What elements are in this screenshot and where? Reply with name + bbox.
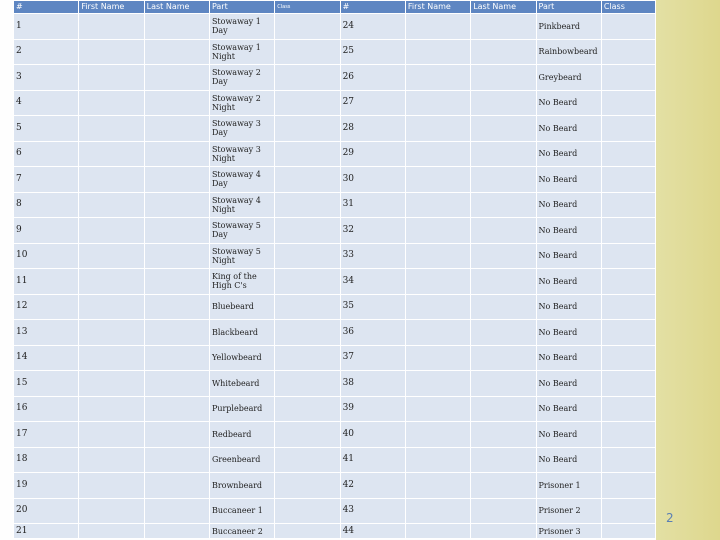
cell-number-right: 32: [341, 218, 405, 243]
cell-class-right: [602, 116, 655, 141]
cell-part-right: No Beard: [537, 397, 601, 422]
cell-class-right: [602, 422, 655, 447]
cell-first-name-left: [79, 422, 143, 447]
table-row: [14, 320, 655, 345]
cell-first-name-left: [79, 499, 143, 524]
cell-number-right: 40: [341, 422, 405, 447]
col-header-class-left: Class: [275, 1, 339, 13]
cell-last-name-right: [471, 346, 535, 371]
cell-last-name-right: [471, 65, 535, 90]
cell-last-name-right: [471, 320, 535, 345]
cell-first-name-left: [79, 65, 143, 90]
cell-last-name-left: [145, 91, 209, 116]
table-row: [14, 14, 655, 39]
cell-last-name-left: [145, 397, 209, 422]
cell-number-right: 39: [341, 397, 405, 422]
cell-class-left: [275, 397, 339, 422]
cell-last-name-left: [145, 40, 209, 65]
cell-first-name-left: [79, 218, 143, 243]
cell-last-name-left: [145, 116, 209, 141]
cell-last-name-right: [471, 91, 535, 116]
cell-part-left: Redbeard: [210, 422, 274, 447]
cell-last-name-right: [471, 422, 535, 447]
cell-first-name-right: [406, 14, 470, 39]
cell-number-right: 42: [341, 473, 405, 498]
cell-part-right: No Beard: [537, 116, 601, 141]
cell-last-name-left: [145, 524, 209, 538]
cell-part-right: No Beard: [537, 448, 601, 473]
cell-number-left: 11: [14, 269, 78, 294]
table-row: [14, 499, 655, 524]
cell-number-left: 3: [14, 65, 78, 90]
cell-part-right: No Beard: [537, 167, 601, 192]
cell-part-right: Prisoner 1: [537, 473, 601, 498]
cell-first-name-left: [79, 397, 143, 422]
cell-class-left: [275, 346, 339, 371]
cell-class-left: [275, 269, 339, 294]
cell-part-left: Stowaway 5 Day: [210, 218, 274, 243]
cell-first-name-left: [79, 14, 143, 39]
cell-number-left: 15: [14, 371, 78, 396]
cell-part-right: No Beard: [537, 244, 601, 269]
cell-first-name-right: [406, 269, 470, 294]
table-row: [14, 91, 655, 116]
col-header-number-left: #: [14, 1, 78, 13]
cell-class-right: [602, 448, 655, 473]
cast-roster-table: [13, 0, 656, 539]
cell-number-right: 27: [341, 91, 405, 116]
cell-part-right: No Beard: [537, 371, 601, 396]
cell-first-name-right: [406, 499, 470, 524]
cell-first-name-right: [406, 422, 470, 447]
cell-first-name-left: [79, 473, 143, 498]
cell-part-left: Buccaneer 1: [210, 499, 274, 524]
cell-number-left: 12: [14, 295, 78, 320]
roster-body: [14, 14, 655, 538]
cell-part-right: No Beard: [537, 142, 601, 167]
cell-first-name-right: [406, 397, 470, 422]
cell-class-right: [602, 524, 655, 538]
cell-class-left: [275, 524, 339, 538]
cell-part-right: No Beard: [537, 91, 601, 116]
cell-part-right: No Beard: [537, 193, 601, 218]
cell-class-left: [275, 65, 339, 90]
cell-number-left: 7: [14, 167, 78, 192]
cell-class-right: [602, 218, 655, 243]
cell-first-name-right: [406, 448, 470, 473]
cell-first-name-left: [79, 371, 143, 396]
cell-class-right: [602, 65, 655, 90]
cell-part-left: Blackbeard: [210, 320, 274, 345]
cell-part-left: Yellowbeard: [210, 346, 274, 371]
col-header-last-name-right: Last Name: [471, 1, 535, 13]
col-header-first-name-right: First Name: [406, 1, 470, 13]
cell-class-left: [275, 422, 339, 447]
cell-number-right: 26: [341, 65, 405, 90]
cell-first-name-right: [406, 295, 470, 320]
cell-first-name-right: [406, 193, 470, 218]
cell-last-name-right: [471, 499, 535, 524]
cell-number-left: 9: [14, 218, 78, 243]
cell-class-right: [602, 473, 655, 498]
cell-class-left: [275, 40, 339, 65]
cell-part-left: Stowaway 3 Day: [210, 116, 274, 141]
cell-class-right: [602, 295, 655, 320]
cell-number-right: 29: [341, 142, 405, 167]
cell-class-left: [275, 167, 339, 192]
cell-first-name-right: [406, 91, 470, 116]
cell-part-left: King of the High C's: [210, 269, 274, 294]
slide-number: 2: [666, 511, 674, 525]
table-row: [14, 218, 655, 243]
table-row: [14, 397, 655, 422]
cell-first-name-right: [406, 167, 470, 192]
table-row: [14, 473, 655, 498]
cell-number-right: 44: [341, 524, 405, 538]
cell-class-right: [602, 14, 655, 39]
cell-last-name-right: [471, 116, 535, 141]
cell-first-name-right: [406, 65, 470, 90]
cell-class-right: [602, 40, 655, 65]
table-row: [14, 65, 655, 90]
col-header-class-right: Class: [602, 1, 655, 13]
cell-part-left: Stowaway 1 Day: [210, 14, 274, 39]
cell-first-name-left: [79, 320, 143, 345]
cell-first-name-right: [406, 142, 470, 167]
cell-part-left: Buccaneer 2: [210, 524, 274, 538]
col-header-first-name-left: First Name: [79, 1, 143, 13]
cell-part-left: Whitebeard: [210, 371, 274, 396]
cell-part-right: No Beard: [537, 269, 601, 294]
cell-first-name-right: [406, 371, 470, 396]
cell-number-right: 36: [341, 320, 405, 345]
cell-class-right: [602, 142, 655, 167]
cell-first-name-left: [79, 295, 143, 320]
cell-last-name-right: [471, 524, 535, 538]
cell-part-right: No Beard: [537, 218, 601, 243]
cell-number-left: 2: [14, 40, 78, 65]
cell-number-right: 37: [341, 346, 405, 371]
cell-part-right: No Beard: [537, 422, 601, 447]
table-row: [14, 371, 655, 396]
cell-number-left: 20: [14, 499, 78, 524]
cell-class-right: [602, 320, 655, 345]
cell-class-left: [275, 14, 339, 39]
cell-part-right: Pinkbeard: [537, 14, 601, 39]
cell-number-right: 41: [341, 448, 405, 473]
cell-class-left: [275, 193, 339, 218]
cell-number-left: 8: [14, 193, 78, 218]
cell-number-left: 18: [14, 448, 78, 473]
cell-number-left: 4: [14, 91, 78, 116]
cell-first-name-left: [79, 269, 143, 294]
cell-last-name-right: [471, 167, 535, 192]
cell-number-left: 14: [14, 346, 78, 371]
cell-number-left: 13: [14, 320, 78, 345]
col-header-part-right: Part: [537, 1, 601, 13]
cell-class-right: [602, 91, 655, 116]
cell-number-right: 33: [341, 244, 405, 269]
cell-part-left: Purplebeard: [210, 397, 274, 422]
cell-first-name-left: [79, 193, 143, 218]
cell-number-left: 16: [14, 397, 78, 422]
cell-first-name-right: [406, 320, 470, 345]
cell-class-right: [602, 193, 655, 218]
cell-last-name-left: [145, 167, 209, 192]
cell-class-left: [275, 116, 339, 141]
col-header-last-name-left: Last Name: [145, 1, 209, 13]
cell-last-name-left: [145, 269, 209, 294]
cell-last-name-right: [471, 295, 535, 320]
cell-part-right: Greybeard: [537, 65, 601, 90]
cell-last-name-right: [471, 448, 535, 473]
cell-class-left: [275, 142, 339, 167]
cell-first-name-left: [79, 91, 143, 116]
cell-last-name-left: [145, 499, 209, 524]
cell-first-name-left: [79, 116, 143, 141]
cell-first-name-left: [79, 524, 143, 538]
table-row: [14, 40, 655, 65]
col-header-number-right: #: [341, 1, 405, 13]
table-row: [14, 193, 655, 218]
table-row: [14, 116, 655, 141]
cell-first-name-left: [79, 448, 143, 473]
table-row: [14, 167, 655, 192]
table-row: [14, 269, 655, 294]
cell-number-right: 38: [341, 371, 405, 396]
table-row: [14, 244, 655, 269]
cell-first-name-right: [406, 244, 470, 269]
cell-number-left: 6: [14, 142, 78, 167]
cell-last-name-left: [145, 346, 209, 371]
cell-number-right: 34: [341, 269, 405, 294]
cell-number-right: 35: [341, 295, 405, 320]
cell-last-name-right: [471, 371, 535, 396]
cell-first-name-left: [79, 40, 143, 65]
cell-last-name-right: [471, 40, 535, 65]
cell-last-name-left: [145, 320, 209, 345]
cell-first-name-left: [79, 167, 143, 192]
table-row: [14, 142, 655, 167]
cell-class-left: [275, 91, 339, 116]
cell-class-left: [275, 473, 339, 498]
col-header-part-left: Part: [210, 1, 274, 13]
cell-class-right: [602, 244, 655, 269]
cell-part-right: Rainbowbeard: [537, 40, 601, 65]
cell-last-name-left: [145, 371, 209, 396]
cell-class-right: [602, 269, 655, 294]
cell-number-right: 31: [341, 193, 405, 218]
cell-first-name-left: [79, 244, 143, 269]
cell-last-name-left: [145, 473, 209, 498]
cell-number-left: 21: [14, 524, 78, 538]
table-row: [14, 295, 655, 320]
cell-class-right: [602, 371, 655, 396]
cell-class-left: [275, 499, 339, 524]
cell-first-name-right: [406, 346, 470, 371]
cell-number-right: 28: [341, 116, 405, 141]
cell-last-name-left: [145, 142, 209, 167]
cell-first-name-right: [406, 524, 470, 538]
cell-first-name-right: [406, 473, 470, 498]
cell-class-left: [275, 244, 339, 269]
cell-first-name-right: [406, 116, 470, 141]
cell-part-right: Prisoner 3: [537, 524, 601, 538]
cell-number-left: 1: [14, 14, 78, 39]
cell-part-left: Stowaway 2 Day: [210, 65, 274, 90]
cell-part-left: Bluebeard: [210, 295, 274, 320]
cell-last-name-right: [471, 142, 535, 167]
cell-class-left: [275, 295, 339, 320]
cell-number-right: 24: [341, 14, 405, 39]
cell-last-name-left: [145, 193, 209, 218]
cell-part-left: Stowaway 4 Night: [210, 193, 274, 218]
cell-class-left: [275, 320, 339, 345]
header-row: [14, 1, 655, 13]
cell-last-name-right: [471, 218, 535, 243]
table-row: [14, 524, 655, 538]
table-row: [14, 422, 655, 447]
cell-class-right: [602, 346, 655, 371]
cell-last-name-left: [145, 244, 209, 269]
cell-class-right: [602, 397, 655, 422]
cell-first-name-left: [79, 142, 143, 167]
cell-last-name-left: [145, 65, 209, 90]
cell-class-left: [275, 448, 339, 473]
side-decor-band: [656, 0, 720, 540]
cell-part-right: No Beard: [537, 320, 601, 345]
cell-first-name-left: [79, 346, 143, 371]
cell-last-name-right: [471, 193, 535, 218]
cell-part-right: No Beard: [537, 346, 601, 371]
cell-last-name-left: [145, 422, 209, 447]
cell-class-left: [275, 218, 339, 243]
cell-last-name-left: [145, 295, 209, 320]
cell-part-left: Greenbeard: [210, 448, 274, 473]
cell-part-left: Stowaway 1 Night: [210, 40, 274, 65]
cell-first-name-right: [406, 218, 470, 243]
cell-last-name-right: [471, 269, 535, 294]
cell-class-right: [602, 167, 655, 192]
cell-last-name-right: [471, 397, 535, 422]
cell-part-right: No Beard: [537, 295, 601, 320]
cell-last-name-left: [145, 14, 209, 39]
cell-number-right: 43: [341, 499, 405, 524]
cell-part-left: Stowaway 3 Night: [210, 142, 274, 167]
cell-part-left: Brownbeard: [210, 473, 274, 498]
cell-last-name-left: [145, 448, 209, 473]
cell-number-left: 10: [14, 244, 78, 269]
cell-part-left: Stowaway 5 Night: [210, 244, 274, 269]
cell-class-left: [275, 371, 339, 396]
cell-number-right: 30: [341, 167, 405, 192]
cell-number-left: 5: [14, 116, 78, 141]
cell-last-name-right: [471, 473, 535, 498]
cell-number-left: 19: [14, 473, 78, 498]
cell-number-left: 17: [14, 422, 78, 447]
cell-number-right: 25: [341, 40, 405, 65]
table-row: [14, 448, 655, 473]
cell-last-name-right: [471, 14, 535, 39]
cell-part-left: Stowaway 2 Night: [210, 91, 274, 116]
cell-part-left: Stowaway 4 Day: [210, 167, 274, 192]
cell-part-right: Prisoner 2: [537, 499, 601, 524]
cell-last-name-right: [471, 244, 535, 269]
cell-last-name-left: [145, 218, 209, 243]
cell-class-right: [602, 499, 655, 524]
cell-first-name-right: [406, 40, 470, 65]
table-row: [14, 346, 655, 371]
